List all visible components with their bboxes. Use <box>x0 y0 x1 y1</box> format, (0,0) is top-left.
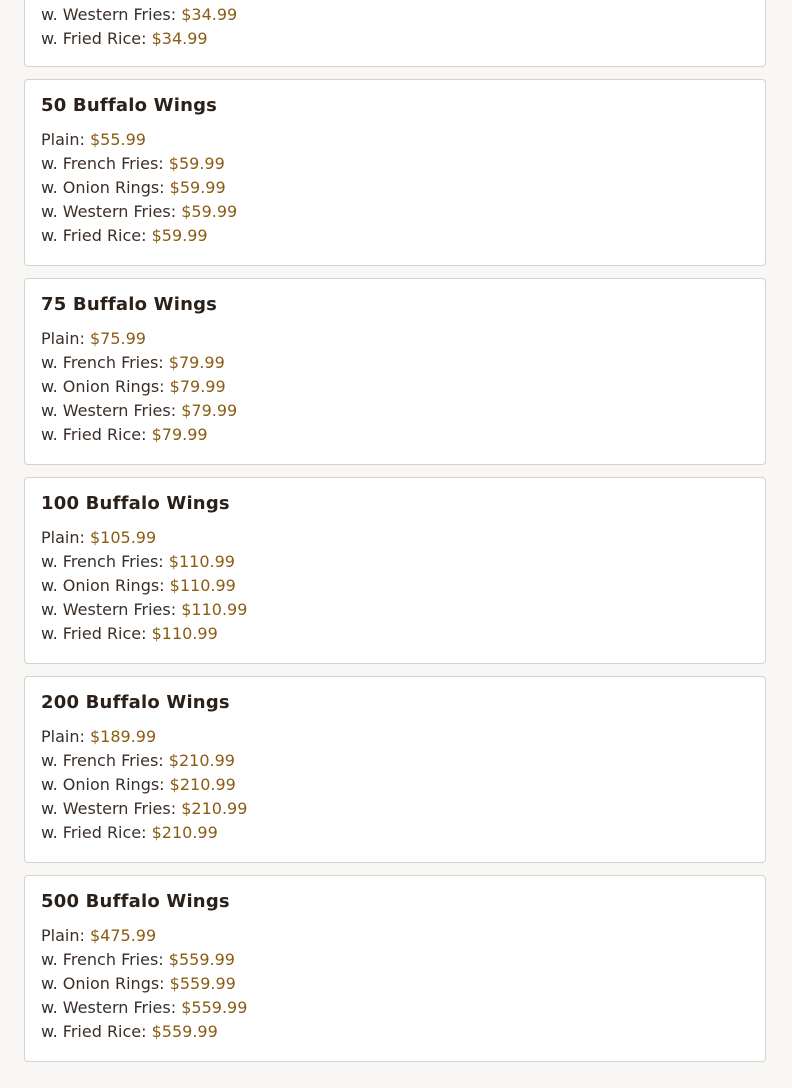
option-price: $210.99 <box>181 799 248 818</box>
price-option <box>41 948 749 972</box>
price-option <box>41 351 749 375</box>
option-label: Plain: <box>41 926 90 945</box>
option-price: $210.99 <box>168 751 235 770</box>
option-price: $210.99 <box>151 823 218 842</box>
option-label: Plain: <box>41 727 90 746</box>
option-price: $59.99 <box>168 154 225 173</box>
menu-card <box>24 477 766 664</box>
option-price: $559.99 <box>169 974 236 993</box>
price-option <box>41 996 749 1020</box>
price-option <box>41 423 749 447</box>
price-option <box>41 200 749 224</box>
option-label: Plain: <box>41 130 90 149</box>
option-price: $110.99 <box>168 552 235 571</box>
option-price: $189.99 <box>89 727 157 746</box>
option-label: w. Fried Rice: <box>41 823 152 842</box>
option-price: $110.99 <box>151 624 218 643</box>
option-price: $110.99 <box>181 600 248 619</box>
option-label: Plain: <box>41 528 90 547</box>
card-title: 200 Buffalo Wings <box>41 692 230 713</box>
option-label: w. French Fries: <box>41 353 169 372</box>
menu-card <box>24 676 766 863</box>
option-label: w. Fried Rice: <box>41 624 152 643</box>
price-option <box>41 375 749 399</box>
price-option <box>41 128 749 152</box>
option-label: w. Onion Rings: <box>41 178 170 197</box>
option-label: w. Western Fries: <box>41 998 182 1017</box>
option-price: $559.99 <box>181 998 248 1017</box>
price-option <box>41 176 749 200</box>
option-price: $79.99 <box>168 353 225 372</box>
option-label: w. French Fries: <box>41 751 169 770</box>
option-price: $79.99 <box>181 401 238 420</box>
option-label: w. Western Fries: <box>41 600 182 619</box>
price-option <box>41 924 749 948</box>
card-title: 100 Buffalo Wings <box>41 493 230 514</box>
price-option <box>41 550 749 574</box>
price-option <box>41 152 749 176</box>
card-title: 500 Buffalo Wings <box>41 891 230 912</box>
price-option <box>41 526 749 550</box>
price-option <box>41 224 749 248</box>
option-price: $559.99 <box>151 1022 218 1041</box>
card-title: 75 Buffalo Wings <box>41 294 218 315</box>
option-price: $34.99 <box>151 29 208 48</box>
option-label: w. Fried Rice: <box>41 29 152 48</box>
card-title: 50 Buffalo Wings <box>41 95 218 116</box>
price-option <box>41 327 749 351</box>
option-label: w. Western Fries: <box>41 5 182 24</box>
option-price: $79.99 <box>169 377 226 396</box>
price-option <box>41 622 749 646</box>
option-price: $59.99 <box>169 178 226 197</box>
option-label: w. Onion Rings: <box>41 576 170 595</box>
price-option <box>41 773 749 797</box>
option-label: w. Western Fries: <box>41 401 182 420</box>
price-option <box>41 725 749 749</box>
menu-card-partial <box>24 0 766 67</box>
option-price: $59.99 <box>151 226 208 245</box>
option-price: $59.99 <box>181 202 238 221</box>
option-price: $110.99 <box>169 576 236 595</box>
option-price: $75.99 <box>89 329 146 348</box>
option-label: w. Onion Rings: <box>41 974 170 993</box>
option-price: $55.99 <box>89 130 146 149</box>
option-label: w. French Fries: <box>41 552 169 571</box>
menu-card <box>24 875 766 1062</box>
option-label: w. Western Fries: <box>41 202 182 221</box>
price-option <box>41 399 749 423</box>
price-option <box>41 972 749 996</box>
option-price: $79.99 <box>151 425 208 444</box>
option-price: $559.99 <box>168 950 235 969</box>
price-option <box>41 27 749 51</box>
price-option <box>41 1020 749 1044</box>
option-label: w. French Fries: <box>41 950 169 969</box>
option-label: w. Fried Rice: <box>41 226 152 245</box>
price-option <box>41 749 749 773</box>
option-price: $475.99 <box>89 926 157 945</box>
option-price: $34.99 <box>181 5 238 24</box>
menu-card <box>24 278 766 465</box>
option-price: $210.99 <box>169 775 236 794</box>
menu-card <box>24 79 766 266</box>
price-option <box>41 797 749 821</box>
option-label: w. Onion Rings: <box>41 377 170 396</box>
price-option <box>41 598 749 622</box>
option-label: w. French Fries: <box>41 154 169 173</box>
option-label: w. Fried Rice: <box>41 425 152 444</box>
price-option <box>41 574 749 598</box>
option-label: w. Fried Rice: <box>41 1022 152 1041</box>
option-label: Plain: <box>41 329 90 348</box>
price-option <box>41 3 749 27</box>
option-label: w. Western Fries: <box>41 799 182 818</box>
option-label: w. Onion Rings: <box>41 775 170 794</box>
price-option <box>41 821 749 845</box>
option-price: $105.99 <box>89 528 157 547</box>
